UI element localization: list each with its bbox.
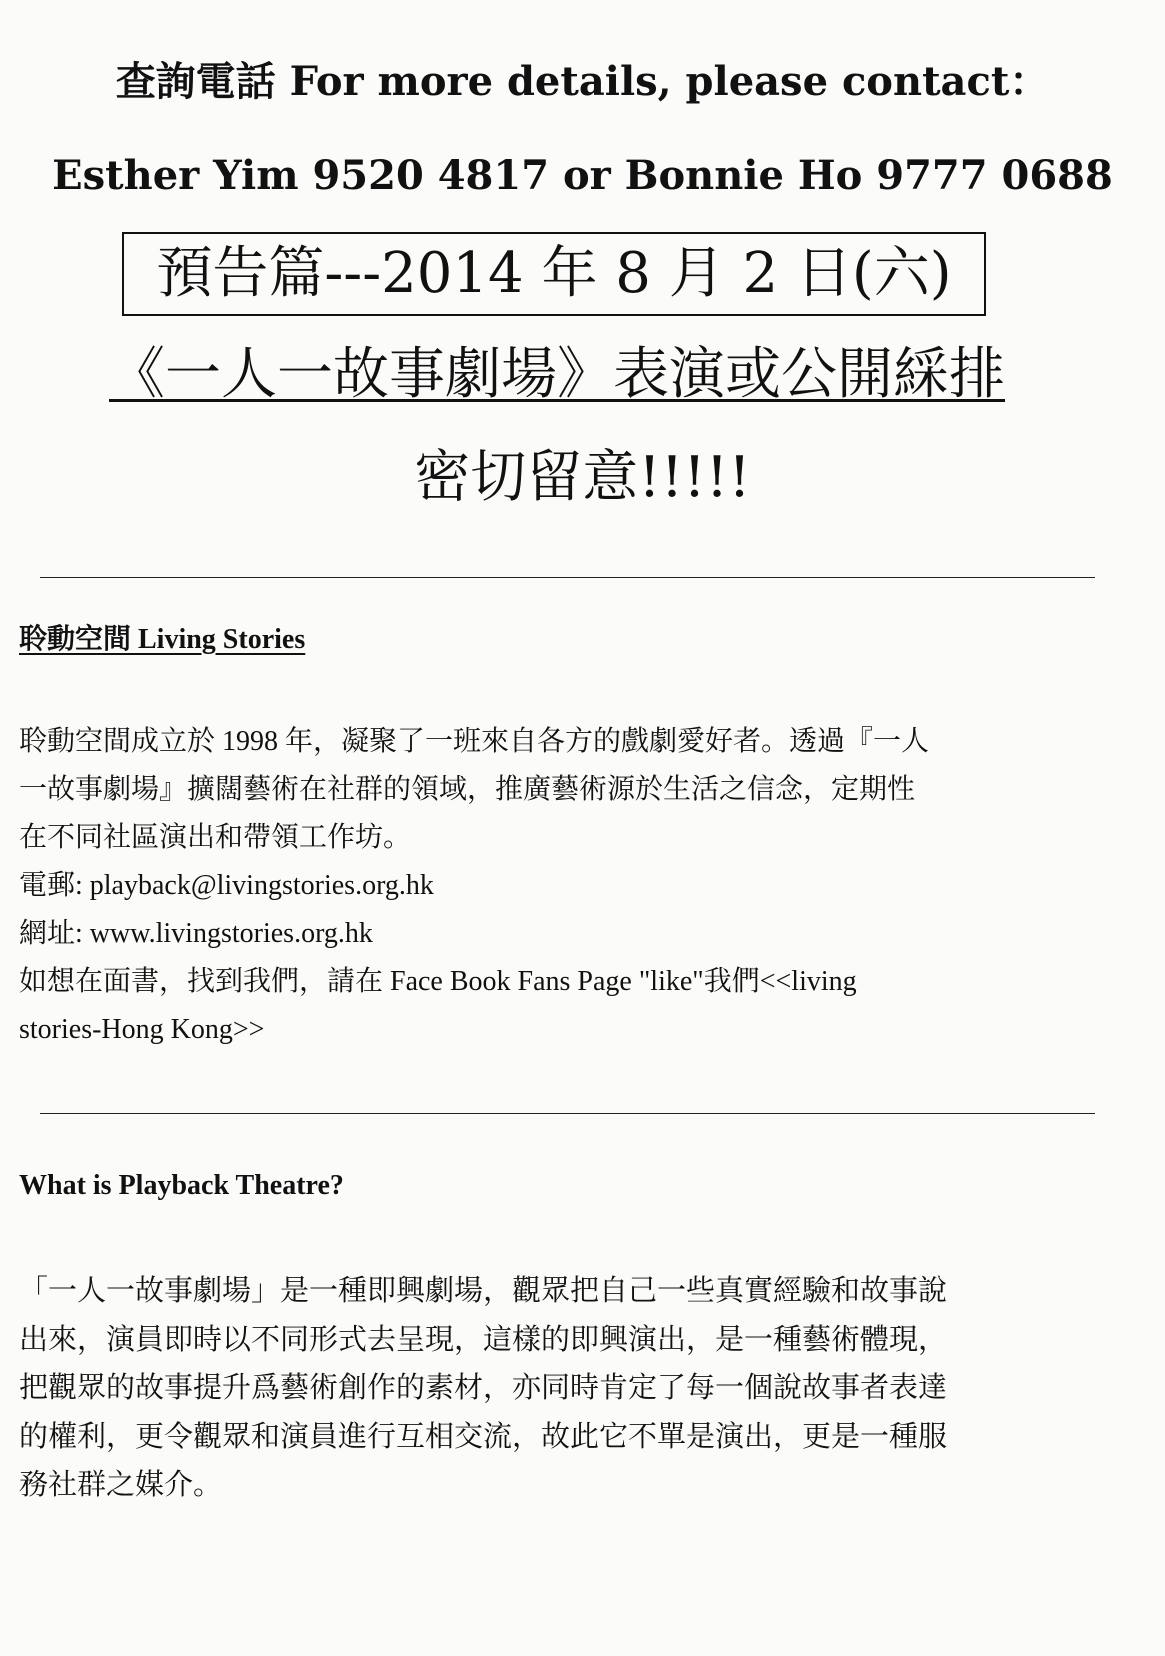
description-line: 把觀眾的故事提升爲藝術創作的素材，亦同時肯定了每一個說故事者表達 [19, 1372, 948, 1404]
intro-line: 一故事劇場』擴闊藝術在社群的領域，推廣藝術源於生活之信念，定期性 [19, 774, 916, 805]
facebook-line: 如想在面書，找到我們，請在 Face Book Fans Page "like"我們<<living [19, 966, 857, 997]
intro-line: 在不同社區演出和帶領工作坊。 [19, 822, 412, 853]
contact-phone-numbers: Esther Yim 9520 4817 or Bonnie Ho 9777 0688 [52, 152, 1113, 199]
divider-top [40, 577, 1095, 578]
living-stories-contacts [19, 862, 1109, 1054]
event-title: 《一人一故事劇場》表演或公開綵排 [109, 342, 1005, 407]
description-line: 「一人一故事劇場」是一種即興劇場，觀眾把自己一些真實經驗和故事說 [19, 1275, 948, 1307]
description-line: 的權利，更令觀眾和演員進行互相交流，故此它不單是演出，更是一種服 [19, 1420, 948, 1453]
description-line: 出來，演員即時以不同形式去呈現，這樣的即興演出，是一種藝術體現， [19, 1323, 948, 1356]
attention-notice: 密切留意!!!!! [414, 445, 751, 510]
website-line: 網址: www.livingstories.org.hk [19, 918, 373, 949]
email-line: 電郵: playback@livingstories.org.hk [19, 870, 434, 901]
intro-line: 聆動空間成立於 1998 年，凝聚了一班來自各方的戲劇愛好者。透過『一人 [19, 726, 930, 757]
playback-theatre-heading: What is Playback Theatre? [19, 1170, 344, 1201]
divider-bottom [40, 1113, 1095, 1114]
preview-date-box: 預告篇---2014 年 8 月 2 日(六) [122, 232, 986, 316]
description-line: 務社群之媒介。 [19, 1469, 223, 1501]
living-stories-heading: 聆動空間 Living Stories [19, 624, 306, 655]
contact-heading: 查詢電話 For more details, please contact： [115, 58, 1050, 105]
playback-theatre-description [19, 1267, 1119, 1510]
facebook-line-continued: stories-Hong Kong>> [19, 1014, 265, 1045]
living-stories-intro [19, 718, 1109, 862]
